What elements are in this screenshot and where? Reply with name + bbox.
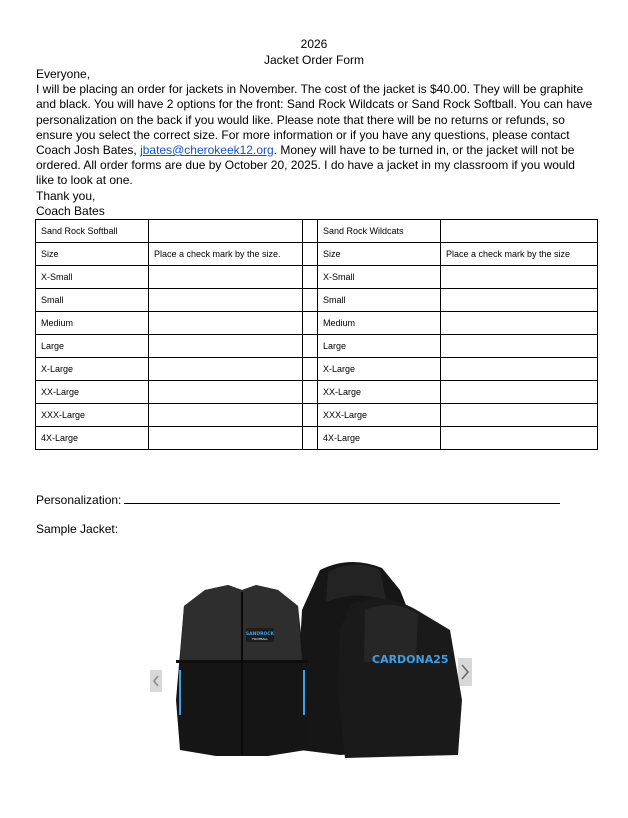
table-row: [36, 266, 598, 289]
wildcats-size-header: Size: [318, 243, 441, 266]
wildcats-size-label: X-Small: [318, 266, 441, 289]
softball-check-cell[interactable]: [149, 427, 303, 450]
softball-check-cell[interactable]: [149, 358, 303, 381]
table-row: [36, 427, 598, 450]
divider-cell: [303, 312, 318, 335]
softball-size-label: Medium: [36, 312, 149, 335]
softball-size-label: X-Large: [36, 358, 149, 381]
letter-text-part2: . Money will have to be turned in, or the jacket will not be ordered. All order forms are due by October 20, 2025. I do have a jacket in my classroom if you would like to look at one.: [36, 143, 575, 188]
softball-check-cell[interactable]: [149, 404, 303, 427]
letter-paragraph: [36, 82, 596, 188]
personalization-blank-line[interactable]: [124, 492, 560, 504]
divider-cell: [303, 427, 318, 450]
wildcats-blank-cell: [441, 220, 598, 243]
gallery-next-arrow[interactable]: [458, 658, 472, 686]
table-row: [36, 289, 598, 312]
front-logo-text: SANDROCK: [245, 632, 275, 637]
divider-cell: [303, 220, 318, 243]
wildcats-size-label: XX-Large: [318, 381, 441, 404]
email-link[interactable]: jbates@cherokeek12.org: [140, 143, 274, 158]
form-year: 2026: [300, 37, 328, 51]
divider-cell: [303, 335, 318, 358]
back-print-text: CARDONA25: [372, 653, 449, 666]
sample-jacket-image: [150, 550, 480, 760]
letter-text-part1: I will be placing an order for jackets in November. The cost of the jacket is $40.00. They will be graphite and black. You will have 2 options for the front: Sand Rock Wildcats or Sand Rock Softball. You can have personalization on the back if you would like. Please note that there will be no returns or refunds, so ensure you select the correct size. For more information or if you have any questions, please contact Coach Josh Bates,: [36, 82, 593, 158]
letter-signature: Coach Bates: [36, 203, 105, 218]
divider-cell: [303, 289, 318, 312]
softball-size-label: XXX-Large: [36, 404, 149, 427]
form-title: Jacket Order Form: [263, 53, 365, 67]
wildcats-size-label: Small: [318, 289, 441, 312]
personalization-label: Personalization:: [36, 493, 122, 507]
wildcats-check-cell[interactable]: [441, 358, 598, 381]
wildcats-size-label: XXX-Large: [318, 404, 441, 427]
letter-closing: Thank you,: [36, 188, 96, 203]
jacket-back-view: [298, 562, 462, 758]
divider-cell: [303, 243, 318, 266]
wildcats-title-cell: Sand Rock Wildcats: [318, 220, 441, 243]
softball-check-cell[interactable]: [149, 266, 303, 289]
wildcats-size-label: 4X-Large: [318, 427, 441, 450]
sample-jacket-label: Sample Jacket:: [36, 522, 119, 536]
personalization-row: [36, 492, 560, 507]
jacket-front-view: [176, 585, 308, 756]
wildcats-instruction: Place a check mark by the size: [441, 243, 598, 266]
softball-blank-cell: [149, 220, 303, 243]
wildcats-size-label: Large: [318, 335, 441, 358]
letter-greeting: Everyone,: [36, 67, 91, 81]
softball-title-cell: Sand Rock Softball: [36, 220, 149, 243]
softball-size-label: X-Small: [36, 266, 149, 289]
softball-check-cell[interactable]: [149, 335, 303, 358]
table-header-row: [36, 220, 598, 243]
divider-cell: [303, 404, 318, 427]
gallery-prev-arrow[interactable]: [150, 670, 162, 692]
table-row: [36, 404, 598, 427]
softball-instruction: Place a check mark by the size.: [149, 243, 303, 266]
softball-size-label: 4X-Large: [36, 427, 149, 450]
letter-body: [36, 67, 596, 219]
softball-size-header: Size: [36, 243, 149, 266]
softball-check-cell[interactable]: [149, 312, 303, 335]
wildcats-check-cell[interactable]: [441, 289, 598, 312]
wildcats-size-label: Medium: [318, 312, 441, 335]
wildcats-check-cell[interactable]: [441, 335, 598, 358]
softball-size-label: Large: [36, 335, 149, 358]
table-row: [36, 358, 598, 381]
wildcats-check-cell[interactable]: [441, 312, 598, 335]
wildcats-check-cell[interactable]: [441, 266, 598, 289]
divider-cell: [303, 381, 318, 404]
wildcats-check-cell[interactable]: [441, 381, 598, 404]
wildcats-check-cell[interactable]: [441, 427, 598, 450]
table-row: [36, 335, 598, 358]
table-row: [36, 312, 598, 335]
table-row: [36, 381, 598, 404]
table-subheader-row: [36, 243, 598, 266]
divider-cell: [303, 358, 318, 381]
softball-size-label: XX-Large: [36, 381, 149, 404]
softball-size-label: Small: [36, 289, 149, 312]
divider-cell: [303, 266, 318, 289]
wildcats-size-label: X-Large: [318, 358, 441, 381]
softball-check-cell[interactable]: [149, 381, 303, 404]
wildcats-check-cell[interactable]: [441, 404, 598, 427]
order-table: [35, 219, 598, 450]
front-logo-subtext: FOOTBALL: [252, 637, 268, 641]
softball-check-cell[interactable]: [149, 289, 303, 312]
